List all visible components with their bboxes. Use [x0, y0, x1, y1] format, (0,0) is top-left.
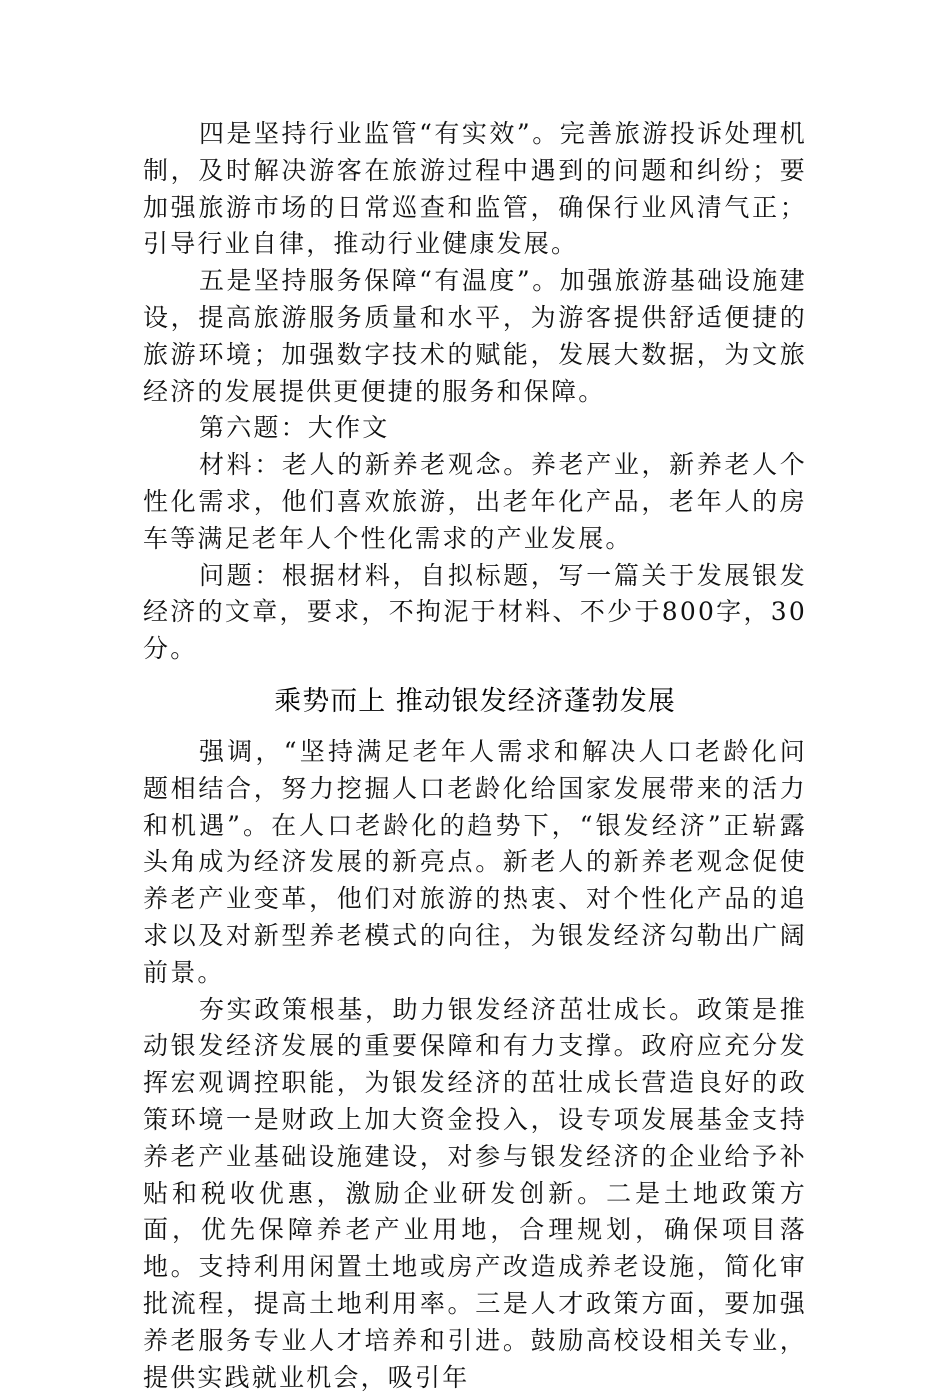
paragraph-supervision: 四是坚持行业监管“有实效”。完善旅游投诉处理机制，及时解决游客在旅游过程中遇到的问题和纠纷；要加强旅游市场的日常巡查和监管，确保行业风清气正；引导行业自律，推动行业健康发展。	[143, 119, 807, 259]
material-paragraph: 材料：老人的新养老观念。养老产业，新养老人个性化需求，他们喜欢旅游，出老年化产品，老年人的房车等满足老年人个性化需求的产业发展。	[143, 450, 807, 553]
paragraph-service: 五是坚持服务保障“有温度”。加强旅游基础设施建设，提高旅游服务质量和水平，为游客提供舒适便捷的旅游环境；加强数字技术的赋能，发展大数据，为文旅经济的发展提供更便捷的服务和保障。	[143, 266, 807, 406]
question-paragraph: 问题：根据材料，自拟标题，写一篇关于发展银发经济的文章，要求，不拘泥于材料、不少于800字，30分。	[143, 560, 807, 664]
document-body	[143, 116, 807, 1396]
essay-title: 乘势而上 推动银发经济蓬勃发展	[274, 685, 676, 717]
essay-paragraph-policy: 夯实政策根基，助力银发经济茁壮成长。政策是推动银发经济发展的重要保障和有力支撑。政府应充分发挥宏观调控职能，为银发经济的茁壮成长营造良好的政策环境一是财政上加大资金投入，设专项发展基金支持养老产业基础设施建设，对参与银发经济的企业给予补贴和税收优惠，激励企业研发创新。二是土地政策方面，优先保障养老产业用地，合理规划，确保项目落地。支持利用闲置土地或房产改造成养老设施，简化审批流程，提高土地利用率。三是人才政策方面，要加强养老服务专业人才培养和引进。鼓励高校设相关专业，提供实践就业机会，吸引年	[143, 994, 807, 1392]
essay-paragraph-intro: 强调，“坚持满足老年人需求和解决人口老龄化问题相结合，努力挖掘人口老龄化给国家发展带来的活力和机遇”。在人口老龄化的趋势下，“银发经济”正崭露头角成为经济发展的新亮点。新老人的新养老观念促使养老产业变革，他们对旅游的热衷、对个性化产品的追求以及对新型养老模式的向往，为银发经济勾勒出广阔前景。	[143, 736, 807, 987]
question-heading: 第六题：大作文	[199, 413, 390, 443]
